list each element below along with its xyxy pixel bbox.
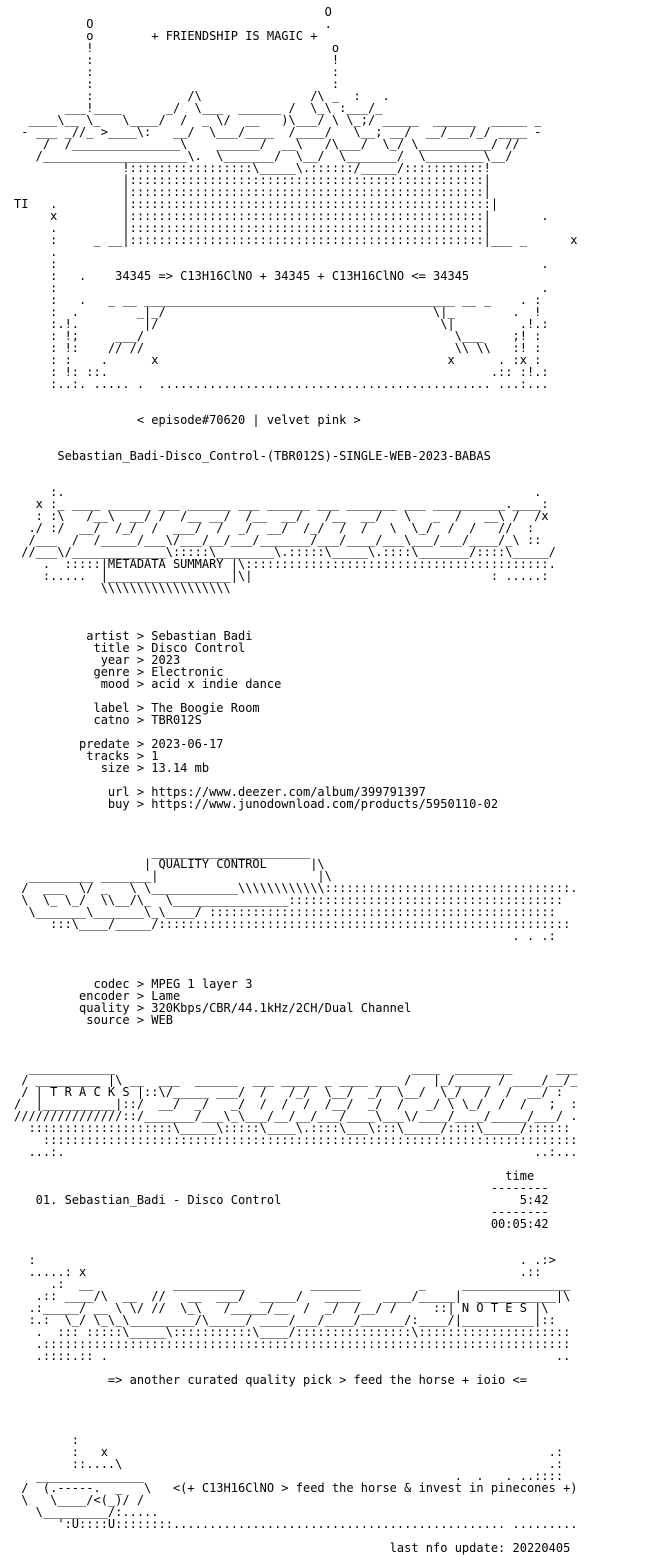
nfo-line: ____\__ \_ \____/ / _ \/ __ )\___/ \ \_;/ _____ ______ _____ _ <box>14 113 578 127</box>
nfo-line <box>14 1026 599 1038</box>
nfo-line: - ___ _//_ >____\: __/ \___/____ /____/ \__; __/ __/___/_/ ____ - <box>14 125 578 139</box>
nfo-line: . . .: <box>14 929 585 943</box>
nfo-line: predate > 2023-06-17 <box>14 737 585 751</box>
nfo-line: source > WEB <box>14 1013 585 1027</box>
nfo-line: : /\ /\ _ : . <box>14 89 592 103</box>
nfo-line: .::::.:: . .. <box>14 1349 585 1363</box>
nfo-line: ///////////////::/_______/___\_\___/__/__/___/____\___\/____/____/_____/___/ . <box>14 1109 592 1123</box>
nfo-line: => another curated quality pick > feed the horse + ioio <= <box>14 1373 585 1387</box>
nfo-line: / /_______________\ ______/ __\ /\___/ \_/ \__________/ // <box>14 137 585 151</box>
nfo-line: x :_ ____ ______ ___ ______ ___ ______ ___ _______ ___ __________.____: <box>14 497 585 511</box>
nfo-line: :::\____/_____/::::::::::::::::::::::::::::::::::::::::::::::::::::::::: <box>14 917 585 931</box>
nfo-line: < episode#70620 | velvet pink > <box>14 413 578 427</box>
nfo-line <box>14 390 599 402</box>
nfo-line <box>14 810 599 822</box>
nfo-line: :..... |_________________|\| : .....: <box>14 569 578 583</box>
nfo-line: !:::::::::::::::::\_____\.::::::/_____/:::::::::::! <box>14 161 585 175</box>
nfo-line: x |:::::::::::::::::::::::::::::::::::::::::::::::::| . <box>14 209 585 223</box>
nfo-line: / ___ \/ _ \ \____________\\\\\\\\\\\\::::::::::::::::::::::::::::::::::. <box>14 881 592 895</box>
nfo-line: size > 13.14 mb <box>14 761 585 775</box>
nfo-line: .:: ____/\ __ // __ ___/ _____/ _____ ____/_____| ___________|\ <box>14 1289 585 1303</box>
nfo-line: :. . <box>14 485 578 499</box>
nfo-line: year > 2023 <box>14 653 585 667</box>
nfo-line: :..:. ..... . .............................................. ...:... <box>14 377 585 391</box>
nfo-line <box>14 1386 599 1398</box>
nfo-line: _______________ . . . ..:::: <box>14 1469 585 1483</box>
nfo-line <box>14 1398 599 1410</box>
nfo-line <box>14 606 599 618</box>
nfo-line: :::::::::::::::::::::::::::::::::::::::::::::::::::::::::::::::::::::::::: <box>14 1133 592 1147</box>
nfo-line: .:_____/ __ \ \/ // \_\ /_____/__ / _/ /__/ / ::| N O T E S |\ <box>14 1301 564 1315</box>
nfo-line: |:::::::::::::::::::::::::::::::::::::::::::::::::| <box>14 185 585 199</box>
nfo-line: ':U::::U::::::::.............................................. ......... <box>14 1517 592 1531</box>
nfo-line: ____________ ____ ________ ___ <box>14 1061 600 1075</box>
nfo-line: : . _|_/ \|_ . ! <box>14 305 578 319</box>
nfo-line: : x .: <box>14 1445 585 1459</box>
nfo-line: : : <box>14 77 592 91</box>
nfo-line: : . <box>14 281 585 295</box>
nfo-line: time <box>14 1169 592 1183</box>
nfo-line: o + FRIENDSHIP IS MAGIC + <box>14 29 585 43</box>
nfo-line <box>14 1038 599 1050</box>
nfo-line: . :::::|METADATA SUMMARY |\::::::::::::::::::::::::::::::::::::::::::. <box>14 557 578 571</box>
nfo-line: : . _ __ ___________________________________________ __ _ . : <box>14 293 585 307</box>
nfo-line: \_______\_______\_\____/ :::::::::::::::::::::::::::::::::::::::::::::::: <box>14 905 578 919</box>
nfo-line: / |__________|::/ __/ _/ _/ / / / /__/ _/ / _/ \ \_/ / / ; : <box>14 1097 592 1111</box>
nfo-line: : . .:> <box>14 1253 592 1267</box>
nfo-line: ::::::::::::::::::::\_____\:::::\____\.::::\___\:::\_____/::::\_____/:::::: <box>14 1121 585 1135</box>
nfo-line: quality > 320Kbps/CBR/44.1kHz/2CH/Dual Channel <box>14 1001 585 1015</box>
nfo-line: O . <box>14 17 585 31</box>
nfo-line: / _________ |\ __ ___ ______ ___ _____ _ ____ ___ / |_/_____ / ____/__/_ <box>14 1073 592 1087</box>
nfo-line: //___\/_____________\:::::\________\.:::::\_____\.::::\_______/::::\_____/ <box>14 545 578 559</box>
nfo-line: O <box>14 5 585 19</box>
nfo-line: title > Disco Control <box>14 641 585 655</box>
nfo-line: catno > TBR012S <box>14 713 585 727</box>
nfo-line: /____________________\. \_______/ \__/ \_______/ \________\__/ <box>14 149 578 163</box>
nfo-line: | QUALITY CONTROL |\ <box>14 857 585 871</box>
nfo-line: : <box>14 1433 585 1447</box>
nfo-line: ______________________ <box>14 845 585 859</box>
nfo-line: .::::::::::::::::::::::::::::::::::::::::::::::::::::::::::::::::::::::::: <box>14 1337 585 1351</box>
nfo-line: / (.-----. _ \ <(+ C13H16ClNO > feed the horse & invest in pinecones +) <box>14 1481 592 1495</box>
nfo-line: . ::: :::::\_____\:::::::::::\____/::::::::::::::::\::::::::::::::::::::: <box>14 1325 585 1339</box>
nfo-line: .: __ __________ _______ _ _______________ <box>14 1277 585 1291</box>
nfo-line: . |:::::::::::::::::::::::::::::::::::::::::::::::::| <box>14 221 585 235</box>
nfo-line: 01. Sebastian_Badi - Disco Control 5:42 <box>14 1193 592 1207</box>
nfo-line: ...:. ..:... <box>14 1145 592 1159</box>
nfo-line: : . 34345 => C13H16ClNO + 34345 + C13H16ClNO <= 34345 <box>14 269 585 283</box>
nfo-line: :.!. |/ \| .!.: <box>14 317 585 331</box>
nfo-line: 00:05:42 <box>14 1217 592 1231</box>
nfo-line: .....: x .:: <box>14 1265 585 1279</box>
nfo-line: url > https://www.deezer.com/album/399791397 <box>14 785 585 799</box>
nfo-line <box>14 462 599 474</box>
nfo-line: genre > Electronic <box>14 665 585 679</box>
nfo-line: _________ _______| |\ <box>14 869 592 883</box>
nfo-line: \\\\\\\\\\\\\\\\\\ <box>14 581 527 595</box>
nfo-line <box>14 942 599 954</box>
nfo-line: \ \____/<(_)/ / <box>14 1493 600 1507</box>
nfo-line <box>14 1230 599 1242</box>
nfo-line: -------- <box>14 1205 592 1219</box>
nfo-line <box>14 594 599 606</box>
nfo-line: last nfo update: 20220405 <box>14 1541 585 1555</box>
nfo-line <box>14 1530 599 1542</box>
nfo-line <box>14 822 599 834</box>
nfo-line: : _ __|:::::::::::::::::::::::::::::::::::::::::::::::::|___ _ x <box>14 233 585 247</box>
nfo-line: label > The Boogie Room <box>14 701 585 715</box>
nfo-line <box>14 954 599 966</box>
nfo-line: /___ / /_____/___\/___/__/___/_______/___/____/___\___/___/____/_\ :: <box>14 533 578 547</box>
nfo-line <box>14 426 599 438</box>
nfo-line: \ \_ \_/ \\__/\_ \________________:::::::::::::::::::::::::::::::::::::: <box>14 893 585 907</box>
nfo-line: . <box>14 245 585 259</box>
nfo-line: ./ :/ __/ /_/ / ___/ / _/ __/ /_/ / / \ \_/ / / // : <box>14 521 578 535</box>
nfo-line: : !; ___/ \___ ;! : <box>14 329 578 343</box>
nfo-line: : : <box>14 65 592 79</box>
nfo-line: : :\ /__\ __/ / /__ __/ /__ __/ /__ __/ \ _ / __\ / /x <box>14 509 578 523</box>
nfo-line: tracks > 1 <box>14 749 585 763</box>
nfo-line: : . <box>14 257 585 271</box>
nfo-line: codec > MPEG 1 layer 3 <box>14 977 585 991</box>
nfo-line: ::....\ .: <box>14 1457 585 1471</box>
nfo-line: ! o <box>14 41 592 55</box>
nfo-line: |:::::::::::::::::::::::::::::::::::::::::::::::::| <box>14 173 585 187</box>
nfo-line: : !: // // \\ \\ :! : <box>14 341 578 355</box>
nfo-line: buy > https://www.junodownload.com/products/5950110-02 <box>14 797 585 811</box>
nfo-line: : : . x x . :x : <box>14 353 578 367</box>
nfo-line: Sebastian_Badi-Disco_Control-(TBR012S)-SINGLE-WEB-2023-BABAS <box>14 449 578 463</box>
nfo-line: encoder > Lame <box>14 989 585 1003</box>
nfo-line: \_________/:..... <box>14 1505 578 1519</box>
nfo-line: :.: \_/ \_\_\_________/\_____/ ____/___/____/______/:____/|__________|:: <box>14 1313 571 1327</box>
nfo-line <box>14 1410 599 1422</box>
nfo-line: : ! <box>14 53 592 67</box>
nfo-line: TI . |::::::::::::::::::::::::::::::::::::::::::::::::::| <box>14 197 585 211</box>
nfo-line: / | T R A C K S |::\/_____ ___/ / /_/ \__/ _/ \__/ \_/ / / __/ : <box>14 1085 578 1099</box>
nfo-line: ___!____ _/ \___ ______ / \_\ :___/_ <box>14 101 578 115</box>
nfo-line: : !: ::. .:: :!.: <box>14 365 585 379</box>
nfo-text-block <box>14 6 599 1554</box>
nfo-line: -------- <box>14 1181 592 1195</box>
nfo-line: artist > Sebastian Badi <box>14 629 585 643</box>
nfo-line: mood > acid x indie dance <box>14 677 585 691</box>
